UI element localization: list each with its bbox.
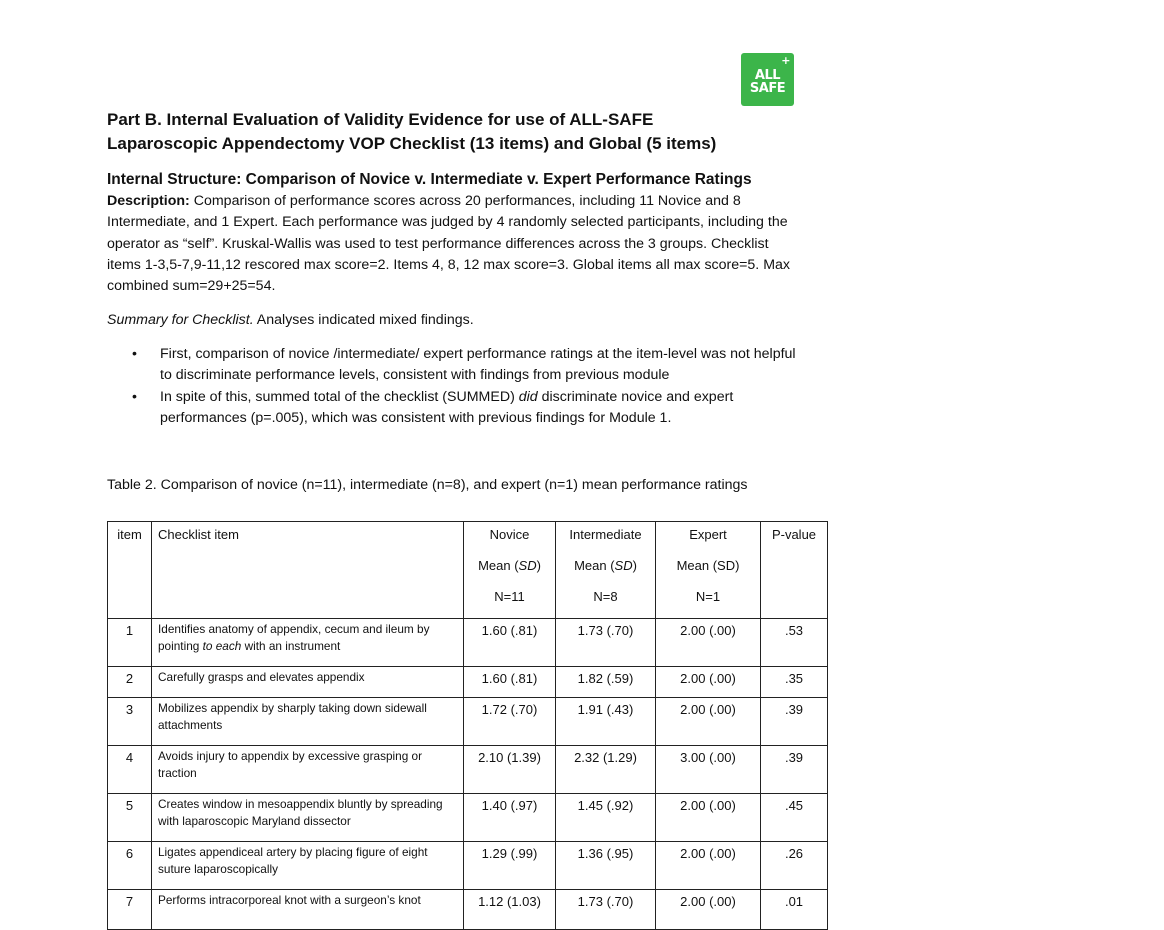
checklist-text: Carefully grasps and elevates appendix (158, 670, 365, 684)
header-checklist-item: Checklist item (152, 522, 464, 619)
table-row (108, 890, 828, 930)
row-checklist-text (152, 794, 464, 842)
header-intermediate-name: Intermediate (569, 527, 642, 542)
row-p-value: .53 (761, 619, 828, 667)
row-checklist-text (152, 667, 464, 698)
bullet-marker: • (132, 346, 137, 362)
row-novice-mean: 1.29 (.99) (464, 842, 556, 890)
summary-paragraph (107, 310, 474, 331)
row-checklist-text (152, 746, 464, 794)
row-intermediate-mean: 2.32 (1.29) (556, 746, 656, 794)
description-label: Description: (107, 193, 190, 209)
row-item-number: 3 (108, 698, 152, 746)
finding-text: discriminate novice and expert performances (p=.005), which was consistent with previous findings for Module 1. (160, 388, 734, 426)
header-expert-n: N=1 (695, 589, 721, 604)
row-intermediate-mean: 1.36 (.95) (556, 842, 656, 890)
header-p-value: P-value (761, 522, 828, 619)
row-checklist-text (152, 890, 464, 930)
table-row (108, 746, 828, 794)
header-intermediate-stat: Mean (SD) (574, 558, 637, 573)
row-item-number: 1 (108, 619, 152, 667)
summary-label: Summary for Checklist. (107, 312, 254, 328)
table-row (108, 698, 828, 746)
section-subheading: Internal Structure: Comparison of Novice v. Intermediate v. Expert Performance Ratings (107, 171, 752, 188)
table-caption: Table 2. Comparison of novice (n=11), intermediate (n=8), and expert (n=1) mean performance ratings (107, 477, 748, 493)
row-expert-mean: 2.00 (.00) (656, 619, 761, 667)
summary-text: Analyses indicated mixed findings. (253, 312, 474, 328)
checklist-text: Avoids injury to appendix by excessive grasping or traction (158, 749, 423, 780)
finding-text: In spite of this, summed total of the checklist (SUMMED) (160, 388, 519, 405)
row-item-number: 7 (108, 890, 152, 930)
header-intermediate-n: N=8 (593, 589, 618, 604)
header-novice-n: N=11 (494, 589, 525, 604)
row-expert-mean: 2.00 (.00) (656, 794, 761, 842)
document-title: Part B. Internal Evaluation of Validity Evidence for use of ALL-SAFE Laparoscopic Appendectomy VOP Checklist (13 items) and Global (5 items) (107, 110, 717, 153)
checklist-text: Mobilizes appendix by sharply taking down sidewall attachments (158, 701, 427, 732)
row-p-value: .35 (761, 667, 828, 698)
table-row (108, 842, 828, 890)
description-text: Comparison of performance scores across 20 performances, including 11 Novice and 8 Intermediate, and 1 Expert. Each performance was judged by 4 randomly selected participants, including the operator as “self”. Kruskal-Wallis was used to test performance differences across the 3 groups. Checklist items 1-3,5-7,9-11,12 rescored max score=2. Items 4, 8, 12 max score=3. Global items all max score=5. Max combined sum=29+25=54. (107, 193, 790, 295)
bullet-marker: • (132, 388, 137, 405)
findings-list (127, 344, 807, 429)
row-expert-mean: 2.00 (.00) (656, 890, 761, 930)
row-expert-mean: 2.00 (.00) (656, 667, 761, 698)
checklist-text: Ligates appendiceal artery by placing figure of eight suture laparoscopically (158, 845, 428, 876)
table-row (108, 619, 828, 667)
finding-item (127, 344, 807, 387)
row-intermediate-mean: 1.73 (.70) (556, 619, 656, 667)
checklist-text: with an instrument (241, 639, 341, 653)
table-row (108, 667, 828, 698)
row-checklist-text (152, 842, 464, 890)
ratings-table (107, 521, 828, 930)
row-intermediate-mean: 1.45 (.92) (556, 794, 656, 842)
row-item-number: 4 (108, 746, 152, 794)
header-novice (464, 522, 556, 619)
row-expert-mean: 2.00 (.00) (656, 842, 761, 890)
row-intermediate-mean: 1.91 (.43) (556, 698, 656, 746)
row-item-number: 5 (108, 794, 152, 842)
row-item-number: 2 (108, 667, 152, 698)
table-row (108, 794, 828, 842)
row-novice-mean: 1.72 (.70) (464, 698, 556, 746)
checklist-text: Identifies anatomy of appendix, cecum and ileum by pointing (158, 622, 430, 653)
description-paragraph (107, 191, 797, 297)
header-intermediate (556, 522, 656, 619)
header-item: item (108, 522, 152, 619)
row-intermediate-mean: 1.82 (.59) (556, 667, 656, 698)
header-expert-stat: Mean (SD) (676, 558, 740, 573)
row-p-value: .39 (761, 746, 828, 794)
logo-plus: + (781, 54, 790, 67)
finding-emphasis: did (518, 388, 538, 405)
row-novice-mean: 1.60 (.81) (464, 667, 556, 698)
row-novice-mean: 1.12 (1.03) (464, 890, 556, 930)
checklist-emphasis: to each (202, 639, 242, 653)
finding-text: First, comparison of novice /intermediate/ expert performance ratings at the item-level was not helpful to discriminate performance levels, consistent with findings from previous module (160, 346, 796, 384)
row-p-value: .01 (761, 890, 828, 930)
row-p-value: .39 (761, 698, 828, 746)
row-novice-mean: 2.10 (1.39) (464, 746, 556, 794)
header-novice-stat: Mean (SD) (478, 558, 541, 573)
row-p-value: .26 (761, 842, 828, 890)
row-expert-mean: 3.00 (.00) (656, 746, 761, 794)
table-body (108, 619, 828, 930)
row-checklist-text (152, 698, 464, 746)
header-expert (656, 522, 761, 619)
row-item-number: 6 (108, 842, 152, 890)
row-intermediate-mean: 1.73 (.70) (556, 890, 656, 930)
header-novice-name: Novice (489, 527, 530, 542)
table-header-row (108, 522, 828, 619)
logo-line-2: SAFE (749, 80, 786, 96)
row-p-value: .45 (761, 794, 828, 842)
all-safe-logo (741, 53, 794, 106)
logo-line-1: ALL (754, 67, 781, 83)
row-expert-mean: 2.00 (.00) (656, 698, 761, 746)
header-expert-name: Expert (689, 527, 727, 542)
row-checklist-text (152, 619, 464, 667)
checklist-text: Creates window in mesoappendix bluntly by spreading with laparoscopic Maryland dissector (158, 797, 443, 828)
checklist-text: Performs intracorporeal knot with a surgeon’s knot (158, 893, 421, 907)
finding-item (127, 387, 807, 430)
row-novice-mean: 1.60 (.81) (464, 619, 556, 667)
row-novice-mean: 1.40 (.97) (464, 794, 556, 842)
